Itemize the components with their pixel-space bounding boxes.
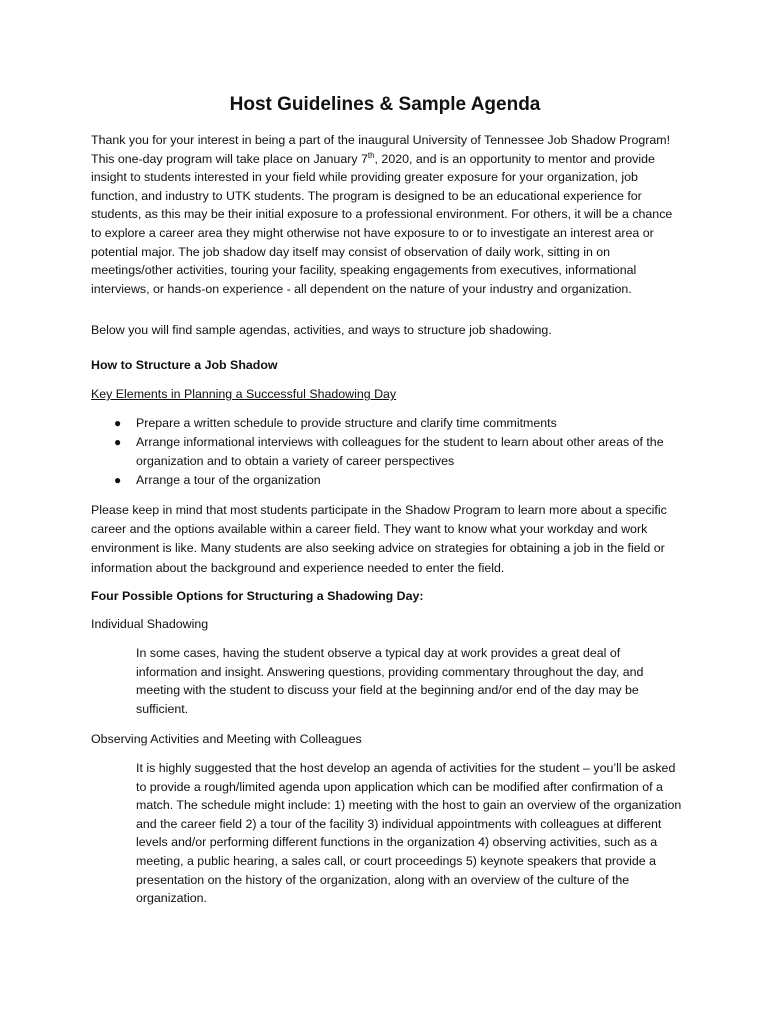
- observing-activities-heading: Observing Activities and Meeting with Colleagues: [91, 732, 362, 746]
- keep-in-mind-paragraph: Please keep in mind that most students participate in the Shadow Program to learn more about a specific career and the options available within a career field. They want to know what your workday and work environment is like. Many students are also seeking advice on strategies for obtaining a job in the field or information about the background and experience needed to enter the field.: [91, 503, 667, 575]
- page-title: Host Guidelines & Sample Agenda: [229, 94, 541, 115]
- key-elements-list: [91, 414, 683, 490]
- individual-shadowing-heading: Individual Shadowing: [91, 617, 209, 631]
- intro-text-end: , 2020, and is an opportunity to mentor and provide insight to students interested in your field while providing greater exposure for your organization, job function, and industry to UTK students. The program is designed to be an educational experience for students, as this may be their initial exposure to a professional environment. For others, it will be a chance to explore a career area they might otherwise not have exposure to or to investigate an interest area or potential major. The job shadow day itself may consist of observation of daily work, sitting in on meetings/other activities, touring your facility, speaking engagements from executives, informational interviews, or hands-on experience - all dependent on the nature of your industry and organization.: [91, 151, 673, 296]
- intro-superscript: th: [367, 150, 375, 160]
- individual-shadowing-text: In some cases, having the student observe a typical day at work provides a great deal of information and insight. Answering questions, providing commentary throughout the day, and meeting with the student to discuss your field at the beginning and/or end of the day may be sufficient.: [136, 646, 644, 716]
- bullet-icon: ●: [114, 416, 122, 430]
- below-paragraph: Below you will find sample agendas, activities, and ways to structure job shadowing.: [91, 323, 552, 337]
- list-item: [91, 414, 683, 433]
- observing-activities-text: It is highly suggested that the host develop an agenda of activities for the student – you’ll be asked to provide a rough/limited agenda upon application which can be modified after confirmation of a match. The schedule might include: 1) meeting with the host to gain an overview of the organization and the career field 2) a tour of the facility 3) individual appointments with colleagues at different levels and/or performing different functions in the organization 4) observing activities, such as a meeting, a public hearing, a sales call, or court proceedings 5) keynote speakers that provide a presentation on the history of the organization, along with an overview of the culture of the organization.: [136, 761, 682, 906]
- bullet-icon: ●: [114, 473, 122, 487]
- list-item-text: Arrange a tour of the organization: [136, 473, 321, 487]
- list-item-text: Prepare a written schedule to provide structure and clarify time commitments: [136, 416, 557, 430]
- intro-paragraph: [91, 131, 683, 298]
- options-heading: Four Possible Options for Structuring a Shadowing Day:: [91, 589, 424, 603]
- list-item: [91, 433, 683, 471]
- list-item: [91, 471, 683, 490]
- how-to-heading: How to Structure a Job Shadow: [91, 358, 278, 372]
- list-item-text: Arrange informational interviews with colleagues for the student to learn about other areas of the organization and to obtain a variety of career perspectives: [136, 435, 664, 468]
- intro-text-start: Thank you for your interest in being a part of the inaugural University of Tennessee Job Shadow Program! This one-day program will take place on January 7: [91, 133, 671, 166]
- key-elements-heading: Key Elements in Planning a Successful Shadowing Day: [91, 387, 397, 401]
- bullet-icon: ●: [114, 435, 122, 449]
